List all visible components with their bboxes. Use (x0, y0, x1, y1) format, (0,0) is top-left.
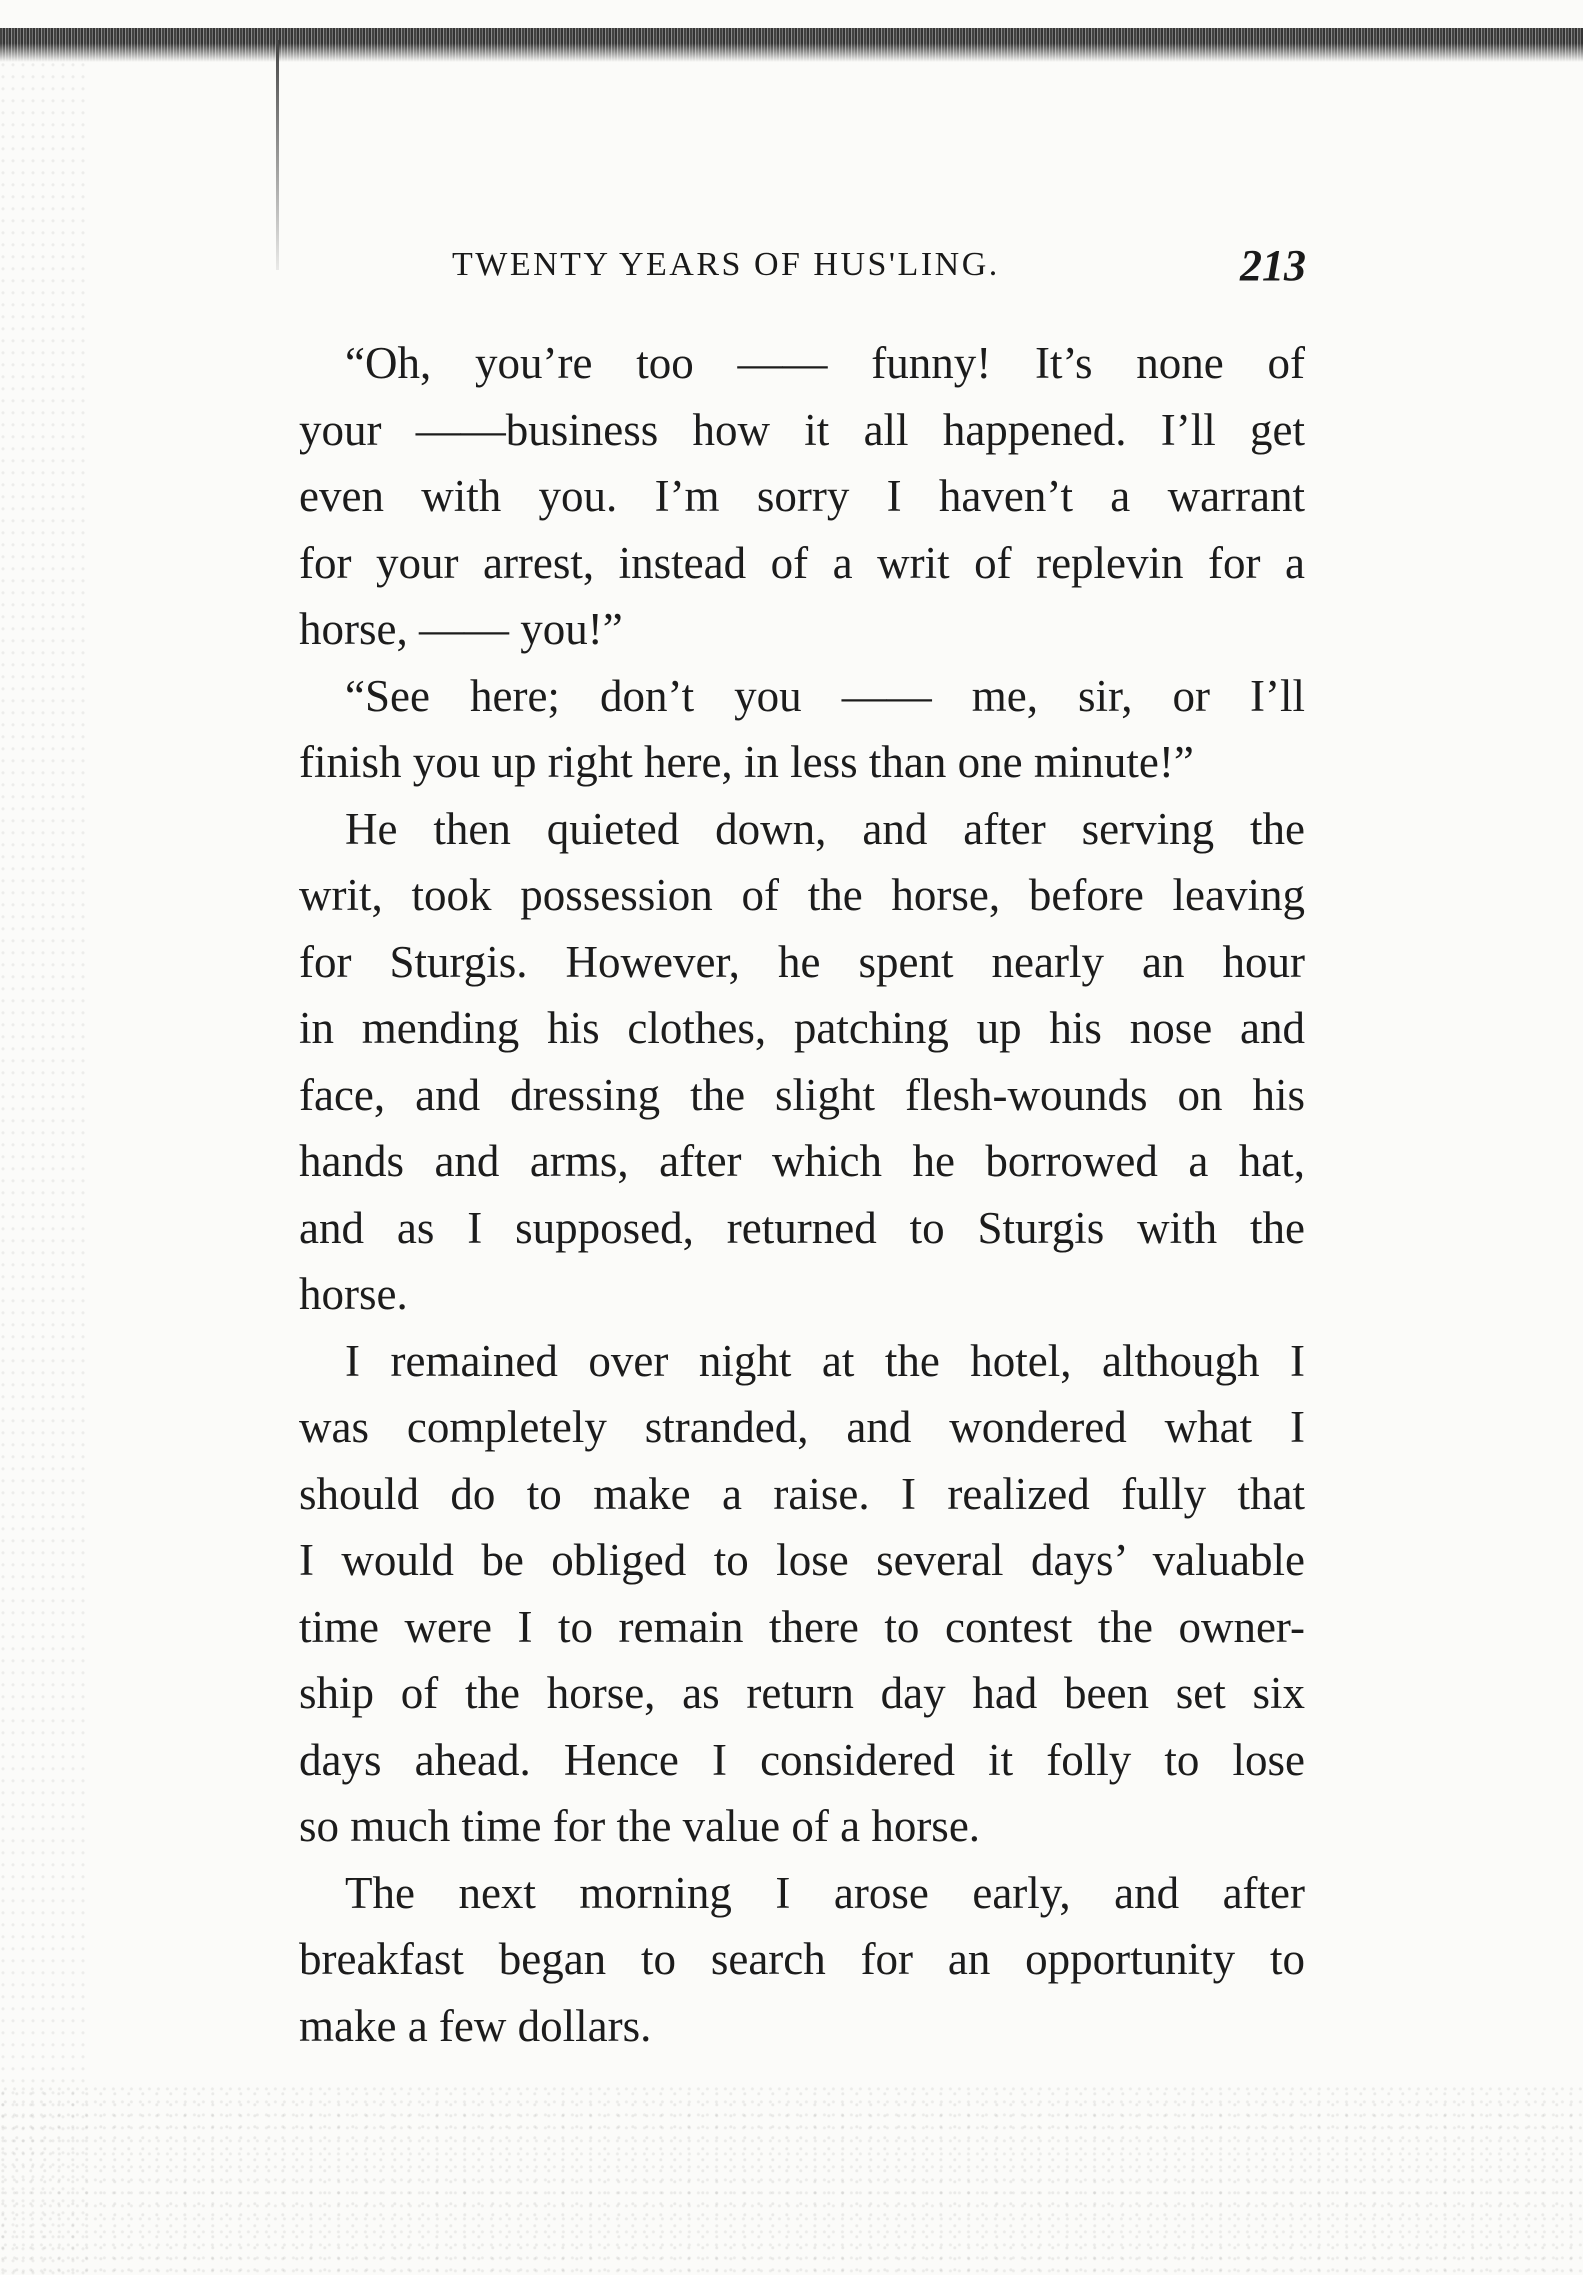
paragraph (253, 1860, 1305, 2060)
text-line: writ, took possession of the horse, before leaving (299, 870, 1305, 920)
text-line: horse, —— you!” (299, 604, 623, 654)
text-line: so much time for the value of a horse. (299, 1801, 981, 1851)
text-line: breakfast began to search for an opportunity to (299, 1934, 1305, 1984)
text-line: in mending his clothes, patching up his nose and (299, 1003, 1305, 1053)
text-line: I remained over night at the hotel, although I (345, 1335, 1305, 1386)
text-line: ship of the horse, as return day had been set six (299, 1668, 1305, 1718)
page-number: 213 (1240, 241, 1306, 290)
left-margin-speckle (0, 60, 90, 2275)
bottom-margin-speckle (0, 2085, 1583, 2275)
text-line: should do to make a raise. I realized fully that (299, 1468, 1305, 1519)
text-line: and as I supposed, returned to Sturgis with the (299, 1202, 1305, 1253)
text-line: “Oh, you’re too —— funny! It’s none of (345, 338, 1305, 388)
text-line: I would be obliged to lose several days’ valuable (299, 1535, 1305, 1585)
binding-shadow-line (276, 40, 279, 270)
text-line: even with you. I’m sorry I haven’t a warrant (299, 471, 1305, 521)
body-text (253, 330, 1305, 2059)
text-line: for Sturgis. However, he spent nearly an hour (299, 936, 1305, 987)
text-line: was completely stranded, and wondered what I (299, 1402, 1305, 1452)
paragraph (253, 796, 1305, 1328)
text-line: finish you up right here, in less than one minute!” (299, 737, 1194, 787)
paragraph (253, 663, 1305, 796)
text-line: make a few dollars. (299, 2000, 652, 2051)
text-line: days ahead. Hence I considered it folly to lose (299, 1734, 1305, 1785)
paragraph (253, 330, 1305, 663)
text-line: horse. (299, 1269, 408, 1319)
torn-top-edge (0, 28, 1583, 62)
text-line: for your arrest, instead of a writ of replevin for a (299, 537, 1305, 588)
text-line: face, and dressing the slight flesh-wounds on his (299, 1069, 1305, 1120)
text-line: hands and arms, after which he borrowed a hat, (299, 1136, 1305, 1186)
page-header (452, 240, 1322, 300)
text-line: The next morning I arose early, and after (345, 1867, 1305, 1918)
text-line: time were I to remain there to contest the owner- (299, 1601, 1305, 1652)
paragraph (253, 1328, 1305, 1860)
running-head: TWENTY YEARS OF HUS'LING. (452, 246, 1000, 283)
text-line: your ——business how it all happened. I’ll get (299, 404, 1305, 455)
text-line: “See here; don’t you —— me, sir, or I’ll (345, 670, 1305, 721)
text-line: He then quieted down, and after serving the (345, 803, 1305, 854)
